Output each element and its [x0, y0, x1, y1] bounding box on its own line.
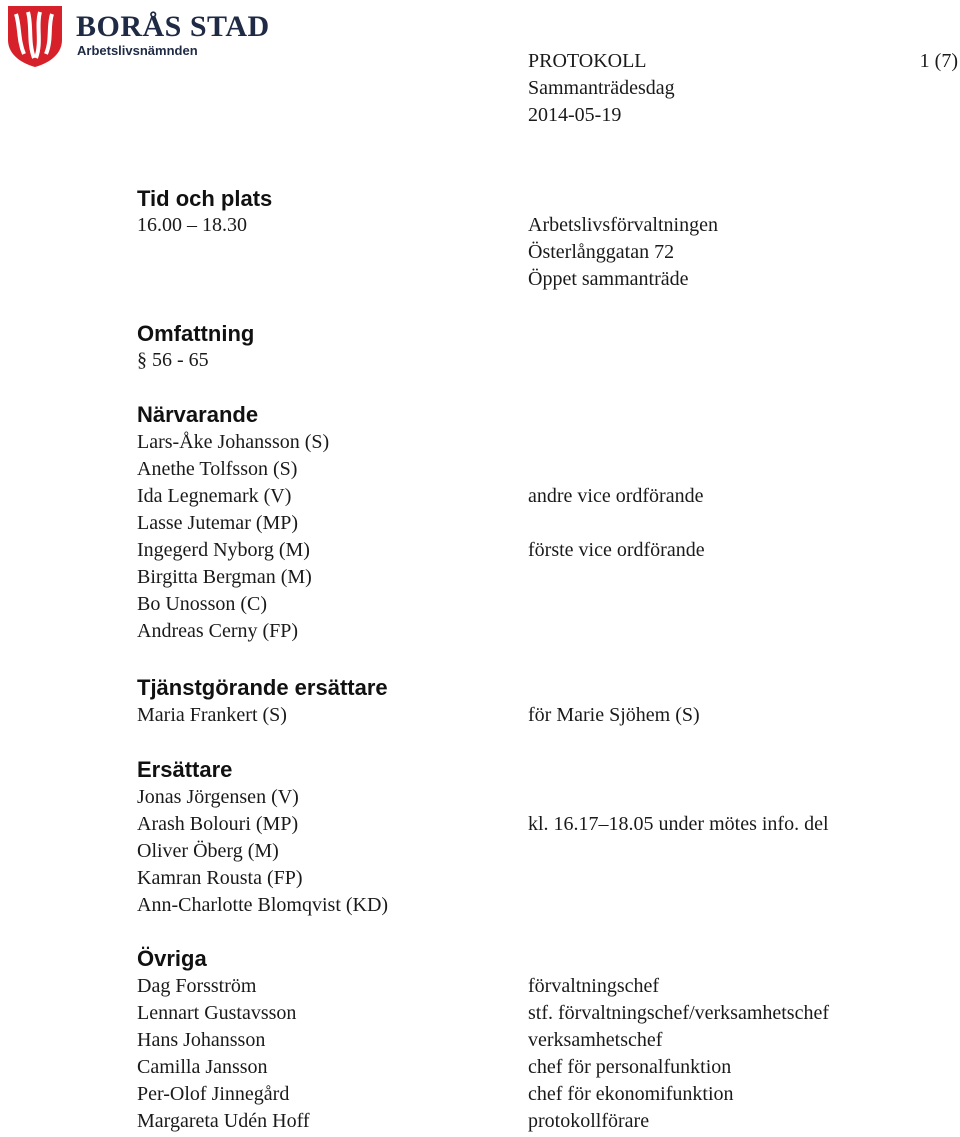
coat-of-arms-icon	[6, 4, 64, 68]
heading-tid-och-plats: Tid och plats	[137, 186, 273, 211]
tjanstgorande-name: Maria Frankert (S)	[137, 704, 287, 726]
member-role	[528, 456, 705, 483]
tjanstgorande-role: för Marie Sjöhem (S)	[528, 704, 700, 726]
narvarande-names	[137, 429, 329, 645]
member-name: Arash Bolouri (MP)	[137, 813, 299, 835]
member-name: Bo Unosson (C)	[137, 593, 268, 615]
member-name: Jonas Jörgensen (V)	[137, 786, 299, 808]
member-name: Anethe Tolfsson (S)	[137, 458, 298, 480]
doc-type: PROTOKOLL	[528, 50, 647, 72]
ersattare-roles	[528, 784, 829, 919]
meeting-time: 16.00 – 18.30	[137, 214, 247, 236]
member-role: verksamhetschef	[528, 1029, 663, 1051]
section-range	[137, 347, 209, 374]
member-name: Birgitta Bergman (M)	[137, 566, 312, 588]
member-name: Camilla Jansson	[137, 1056, 268, 1078]
member-role: andre vice ordförande	[528, 485, 704, 507]
member-role	[528, 838, 829, 865]
heading-tjanstgorande-ersattare: Tjänstgörande ersättare	[137, 675, 388, 700]
member-role: chef för personalfunktion	[528, 1056, 732, 1078]
heading-narvarande: Närvarande	[137, 402, 259, 427]
member-role	[528, 784, 829, 811]
member-role	[528, 510, 705, 537]
place-line: Öppet sammanträde	[528, 268, 689, 290]
place-list	[528, 212, 718, 293]
member-name: Ida Legnemark (V)	[137, 485, 292, 507]
member-role: kl. 16.17–18.05 under mötes info. del	[528, 813, 829, 835]
member-role	[528, 591, 705, 618]
member-name: Kamran Rousta (FP)	[137, 867, 303, 889]
ovriga-names	[137, 973, 310, 1135]
member-name: Dag Forsström	[137, 975, 257, 997]
member-role: förste vice ordförande	[528, 539, 705, 561]
member-role	[528, 892, 829, 919]
org-name: BORÅS STAD	[76, 10, 270, 43]
member-name: Margareta Udén Hoff	[137, 1110, 310, 1132]
heading-ovriga: Övriga	[137, 946, 207, 971]
member-role	[528, 564, 705, 591]
member-name: Hans Johansson	[137, 1029, 266, 1051]
place-line: Arbetslivsförvaltningen	[528, 214, 718, 236]
narvarande-roles	[528, 429, 705, 645]
member-name: Ingegerd Nyborg (M)	[137, 539, 310, 561]
member-role: förvaltningschef	[528, 975, 660, 997]
heading-ersattare: Ersättare	[137, 757, 233, 782]
logo	[6, 4, 276, 70]
place-line: Österlånggatan 72	[528, 241, 675, 263]
member-role: protokollförare	[528, 1110, 650, 1132]
member-name: Oliver Öberg (M)	[137, 840, 279, 862]
ovriga-roles	[528, 973, 829, 1135]
member-name: Lars-Åke Johansson (S)	[137, 431, 330, 453]
member-name: Lennart Gustavsson	[137, 1002, 297, 1024]
member-role: chef för ekonomifunktion	[528, 1083, 734, 1105]
member-name: Lasse Jutemar (MP)	[137, 512, 299, 534]
org-subname: Arbetslivsnämnden	[77, 43, 198, 58]
ersattare-names	[137, 784, 388, 919]
heading-omfattning: Omfattning	[137, 321, 255, 346]
member-role	[528, 865, 829, 892]
meeting-label: Sammanträdesdag	[528, 77, 675, 99]
member-role	[528, 618, 705, 645]
section-symbol: §	[137, 349, 147, 371]
member-name: Per-Olof Jinnegård	[137, 1083, 290, 1105]
member-role: stf. förvaltningschef/verksamhetschef	[528, 1002, 830, 1024]
page-number: 1 (7)	[919, 50, 958, 72]
meeting-date: 2014-05-19	[528, 104, 622, 126]
member-name: Ann-Charlotte Blomqvist (KD)	[137, 894, 389, 916]
member-name: Andreas Cerny (FP)	[137, 620, 299, 642]
member-role	[528, 429, 705, 456]
section-range-value: 56 - 65	[152, 349, 209, 371]
